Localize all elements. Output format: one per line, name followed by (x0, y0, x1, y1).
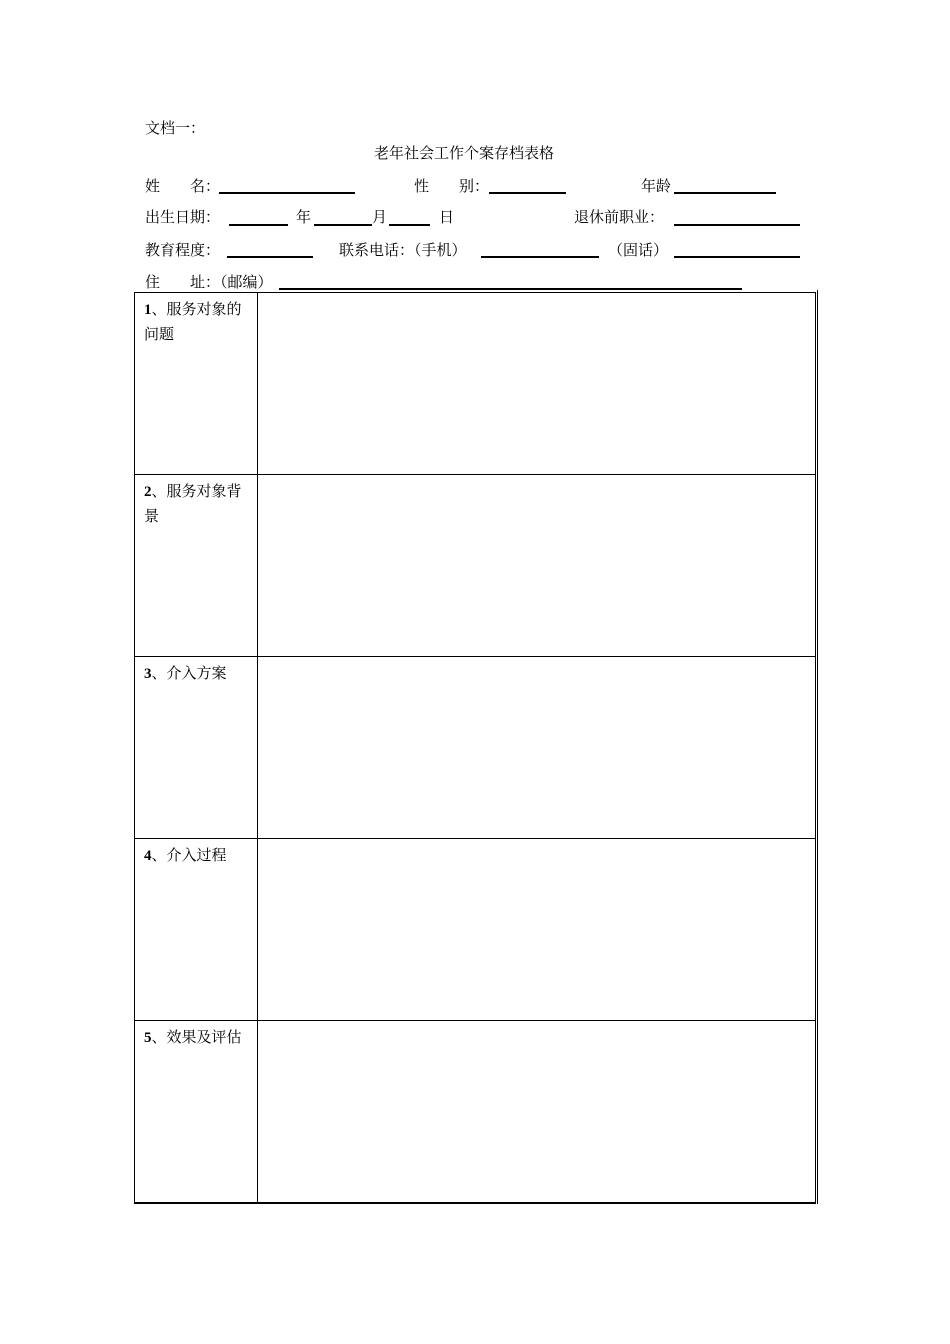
section-label: 、服务对象背景 (144, 482, 242, 525)
section-number: 4 (144, 848, 152, 864)
table-row (135, 1021, 816, 1203)
section-number: 1 (144, 302, 152, 318)
section-content-cell[interactable] (258, 475, 816, 657)
birth-date-label: 出生日期： (145, 208, 221, 226)
section-content-cell[interactable] (258, 839, 816, 1021)
section-label-cell (135, 657, 258, 839)
table-outer-right-border (817, 290, 818, 1204)
case-record-table (134, 292, 816, 1204)
table-row (135, 475, 816, 657)
year-label: 年 (296, 208, 312, 226)
month-label: 月 (372, 208, 388, 226)
page-title: 老年社会工作个案存档表格 (374, 144, 555, 162)
education-label: 教育程度： (145, 241, 221, 259)
birth-day-field[interactable] (389, 224, 430, 226)
section-label: 、效果及评估 (151, 1028, 242, 1046)
name-field[interactable] (219, 192, 355, 194)
section-label-cell (135, 839, 258, 1021)
mobile-phone-field[interactable] (481, 256, 599, 258)
mobile-phone-label: 联系电话：（手机） (339, 241, 467, 259)
prior-job-field[interactable] (674, 224, 800, 226)
name-label: 姓 名： (145, 177, 221, 195)
address-field[interactable] (279, 288, 742, 290)
prior-job-label: 退休前职业： (574, 208, 665, 226)
gender-field[interactable] (489, 192, 566, 194)
age-field[interactable] (674, 192, 776, 194)
document-label: 文档一： (145, 119, 206, 137)
section-label: 、介入方案 (151, 664, 227, 682)
section-number: 2 (144, 484, 152, 500)
section-content-cell[interactable] (258, 293, 816, 475)
section-number: 5 (144, 1030, 152, 1046)
age-label: 年龄 (641, 177, 672, 195)
gender-label: 性 别： (414, 177, 490, 195)
section-number: 3 (144, 666, 152, 682)
table-row (135, 839, 816, 1021)
education-field[interactable] (227, 256, 313, 258)
section-label-cell (135, 475, 258, 657)
address-label: 住 址：（邮编） (145, 273, 273, 291)
section-content-cell[interactable] (258, 1021, 816, 1203)
section-label: 、服务对象的问题 (144, 300, 242, 343)
landline-field[interactable] (674, 256, 800, 258)
section-label-cell (135, 293, 258, 475)
day-label: 日 (439, 208, 455, 226)
section-label-cell (135, 1021, 258, 1203)
section-label: 、介入过程 (151, 846, 227, 864)
landline-label: （固话） (608, 241, 669, 259)
birth-year-field[interactable] (229, 224, 288, 226)
table-row (135, 657, 816, 839)
birth-month-field[interactable] (314, 224, 372, 226)
table-row (135, 293, 816, 475)
section-content-cell[interactable] (258, 657, 816, 839)
